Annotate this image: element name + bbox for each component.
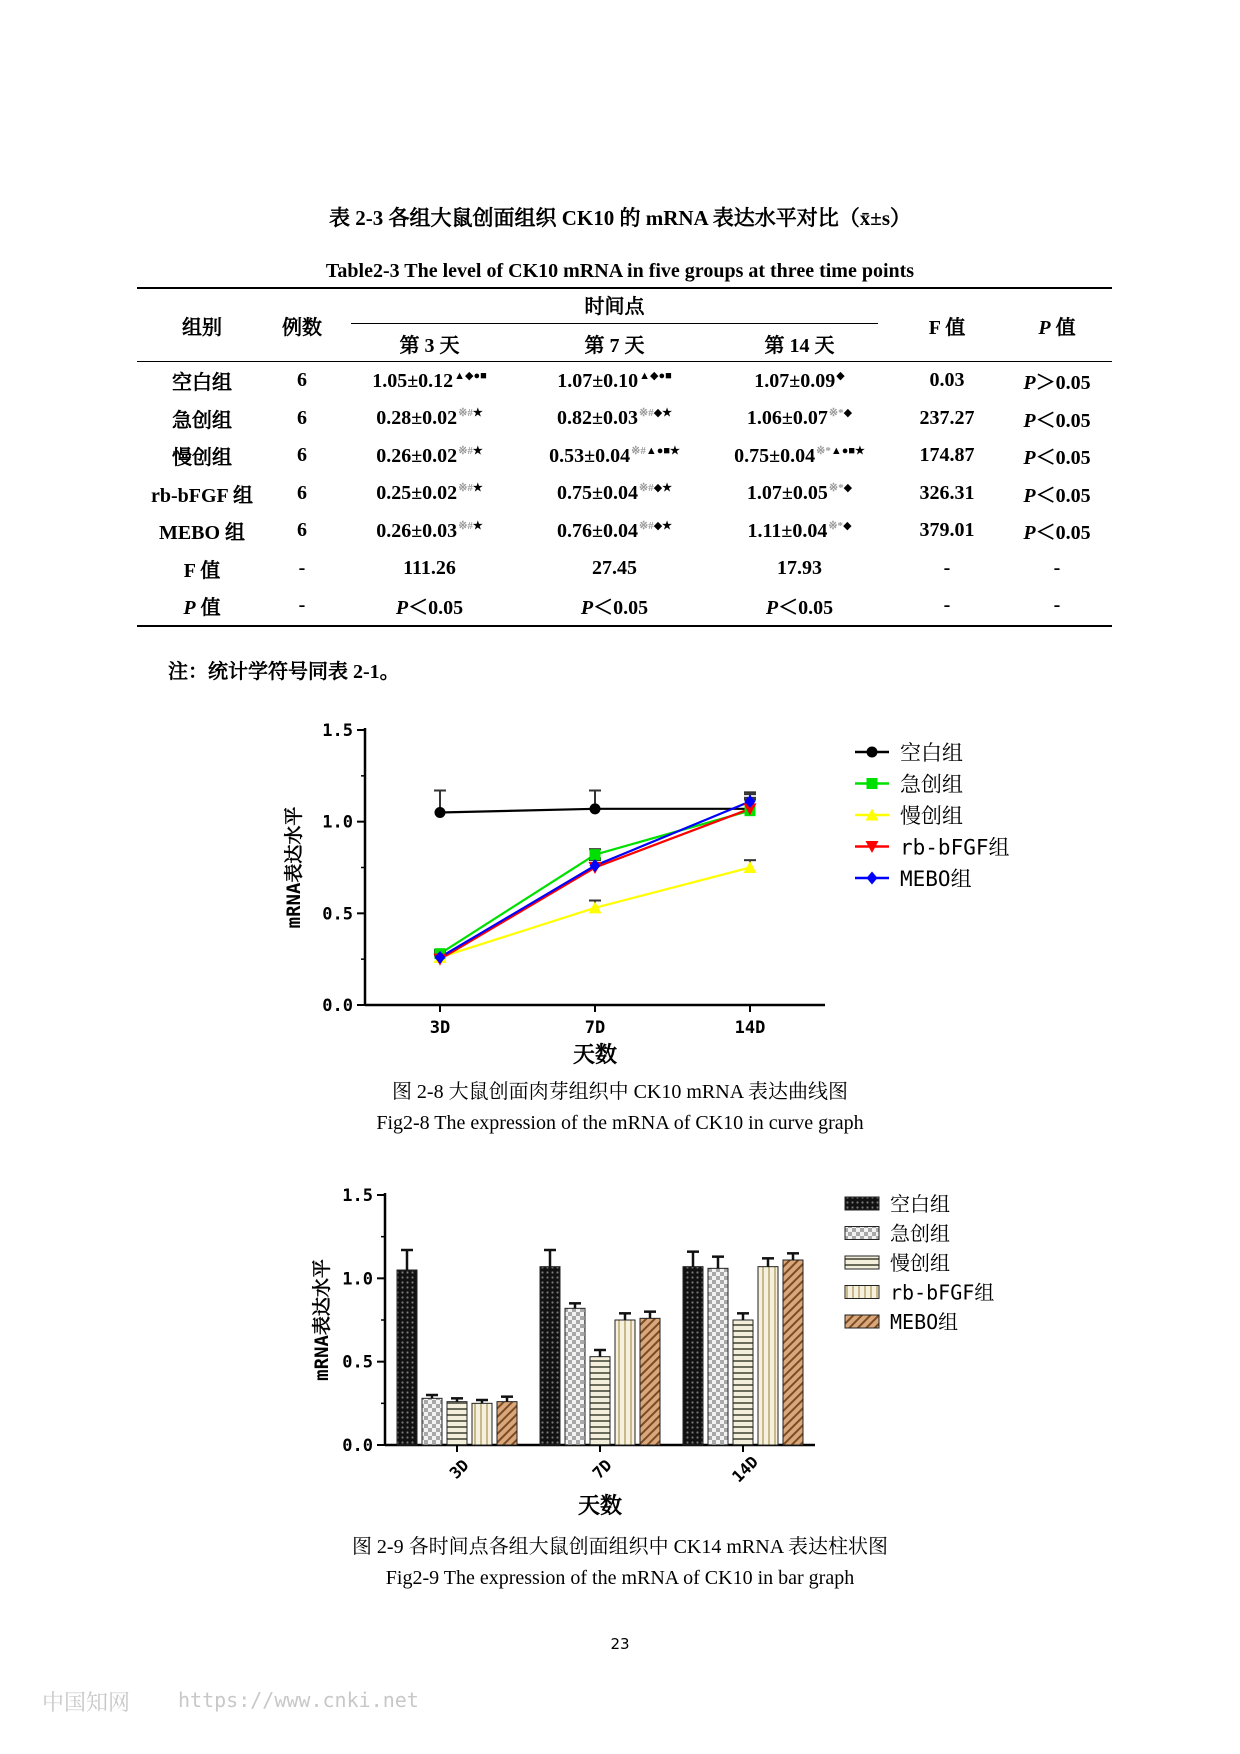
sig-marks [458, 445, 483, 457]
p-italic: P [1023, 484, 1036, 507]
sig-grey: ※# [638, 407, 654, 420]
header-time [337, 288, 892, 325]
legend-swatch [845, 1315, 879, 1328]
sig-marks [829, 482, 852, 494]
bar [422, 1398, 442, 1445]
cell-day3 [337, 437, 522, 475]
data-point [590, 803, 601, 814]
sig-black: ★ [472, 519, 483, 532]
legend-label: rb-bFGF组 [900, 835, 1010, 860]
cell-day3 [337, 400, 522, 438]
cell-n: 6 [297, 481, 307, 504]
legend-label: rb-bFGF组 [890, 1280, 995, 1305]
cell-day3 [337, 475, 522, 513]
sig-marks [458, 520, 483, 532]
bar [733, 1320, 753, 1445]
legend-label: MEBO组 [900, 867, 972, 891]
p-value: ＞0.05 [1035, 372, 1091, 395]
legend-label: 空白组 [890, 1192, 950, 1216]
sig-black: ▲●■★ [645, 444, 680, 457]
value: 0.26±0.02 [376, 444, 458, 467]
y-tick-label: 1.5 [322, 721, 353, 741]
cell-n: 6 [297, 519, 307, 542]
header-p-italic: P [1038, 316, 1051, 339]
table-row [137, 362, 1112, 400]
cell-day3 [337, 587, 522, 626]
sig-grey: ※* [828, 519, 844, 532]
table-row [137, 437, 1112, 475]
p-italic: P [183, 597, 196, 620]
cell-day7: 27.45 [592, 556, 637, 579]
p-value: ＜0.05 [778, 597, 834, 620]
cell-day7 [522, 437, 707, 475]
cell-group: MEBO 组 [158, 522, 246, 545]
sig-marks: ▲◆●■ [639, 369, 672, 382]
cell-group: 慢创组 [172, 447, 232, 470]
sig-grey: ※# [458, 407, 473, 420]
p-italic: P [580, 597, 594, 620]
sig-black: ◆★ [653, 407, 673, 420]
legend-label: MEBO组 [890, 1310, 959, 1334]
bar [708, 1268, 728, 1445]
header-p-rest: 值 [1050, 316, 1076, 339]
sig-black: ▲●■★ [830, 444, 865, 457]
watermark-logo: 中国知网 [42, 1691, 131, 1716]
value: 0.53±0.04 [549, 444, 631, 467]
sig-marks [458, 482, 483, 494]
y-tick-label: 0.5 [342, 1352, 373, 1373]
figure-caption-bar-en: Fig2-9 The expression of the mRNA of CK10 in bar graph [385, 1567, 855, 1589]
cell-p [1002, 362, 1112, 400]
data-point [590, 849, 601, 860]
p-italic: P [765, 597, 779, 620]
cell-day3 [337, 362, 522, 400]
table-note: 注：统计学符号同表 2-1。 [168, 661, 400, 683]
header-group: 组别 [137, 288, 267, 362]
sig-grey: ※# [631, 444, 646, 457]
y-tick-label: 0.0 [322, 996, 353, 1016]
cell-day14 [707, 437, 892, 475]
figure-caption-bar-cn: 图 2-9 各时间点各组大鼠创面组织中 CK14 mRNA 表达柱状图 [351, 1536, 889, 1558]
sig-marks [828, 520, 851, 532]
cell-f: 0.03 [929, 369, 965, 392]
y-tick-label: 0.5 [322, 904, 353, 925]
cell-day7 [522, 400, 707, 438]
sig-grey: ※# [638, 482, 654, 495]
value: 1.07±0.05 [746, 482, 828, 505]
bar [397, 1270, 417, 1445]
cell-f: - [943, 556, 951, 579]
x-axis-label: 天数 [572, 1043, 618, 1068]
cell-day14 [707, 400, 892, 438]
value: 0.75±0.04 [734, 444, 816, 467]
cell-n: - [298, 556, 306, 579]
p-italic: P [1023, 409, 1036, 432]
data-point [435, 807, 446, 818]
series-line [440, 809, 750, 959]
sig-black: ◆★ [653, 519, 673, 532]
value: 0.26±0.03 [376, 519, 458, 542]
p-italic: P [1023, 447, 1036, 470]
figure-caption-line-en: Fig2-8 The expression of the mRNA of CK10 in curve graph [376, 1112, 864, 1134]
cell-p: - [1002, 587, 1112, 626]
cell-day7 [522, 362, 707, 400]
p-value: ＜0.05 [593, 597, 649, 620]
bar [683, 1267, 703, 1445]
cell-group: rb-bFGF 组 [150, 484, 254, 507]
legend-swatch [845, 1286, 879, 1299]
p-label: 值 [195, 597, 221, 620]
data-point [867, 872, 878, 885]
p-value: ＜0.05 [1035, 522, 1091, 545]
bar [640, 1318, 660, 1445]
value: 1.05±0.12 [372, 369, 454, 392]
sig-marks [631, 445, 680, 457]
header-day14: 第 14 天 [707, 325, 892, 362]
cell-n: 6 [297, 444, 307, 467]
value: 1.11±0.04 [747, 519, 828, 542]
data-point [867, 747, 878, 758]
cell-day3 [337, 512, 522, 550]
legend-swatch [845, 1227, 879, 1240]
cell-day14 [707, 475, 892, 513]
sig-grey: ※# [458, 519, 473, 532]
cell-p [1002, 512, 1112, 550]
table-row [137, 475, 1112, 513]
data-table [137, 287, 1112, 627]
table-row-p [137, 587, 1112, 626]
cell-f: 237.27 [919, 406, 975, 429]
legend-label: 急创组 [900, 772, 963, 797]
sig-marks: ▲◆●■ [454, 369, 487, 382]
sig-black: ◆ [843, 482, 853, 495]
value: 1.07±0.09 [754, 369, 836, 392]
sig-black: ◆★ [653, 482, 673, 495]
table-title-en: Table2-3 The level of CK10 mRNA in five groups at three time points [325, 260, 915, 282]
sig-black: ★ [472, 444, 483, 457]
table-row [137, 400, 1112, 438]
data-point [867, 778, 878, 789]
value: 1.06±0.07 [746, 407, 828, 430]
y-tick-label: 1.5 [342, 1186, 373, 1206]
x-tick-label: 3D [429, 1018, 451, 1038]
cell-p [1002, 437, 1112, 475]
y-tick-label: 0.0 [342, 1436, 373, 1456]
sig-marks [639, 520, 672, 532]
cell-group [137, 587, 267, 626]
y-axis-label: mRNA表达水平 [283, 806, 305, 929]
cell-day14 [707, 587, 892, 626]
data-point [744, 861, 757, 873]
cell-day14: 17.93 [777, 556, 822, 579]
sig-marks [639, 407, 672, 419]
cell-n: 6 [297, 369, 307, 392]
value: 1.07±0.10 [557, 369, 639, 392]
legend-swatch [845, 1256, 879, 1269]
sig-grey: ※* [828, 482, 844, 495]
bar [565, 1308, 585, 1445]
value: 0.75±0.04 [556, 482, 638, 505]
cell-group: 空白组 [172, 372, 232, 395]
y-axis-label: mRNA表达水平 [311, 1259, 333, 1381]
cell-day14 [707, 362, 892, 400]
bar [783, 1260, 803, 1445]
cell-f: 326.31 [919, 481, 975, 504]
header-p [1002, 288, 1112, 362]
sig-black: ★ [472, 482, 483, 495]
cell-p: - [1053, 556, 1061, 579]
x-axis-label: 天数 [577, 1494, 623, 1519]
cell-n: - [267, 587, 337, 626]
page-number: 23 [610, 1635, 630, 1653]
bar [590, 1357, 610, 1445]
cell-f: - [892, 587, 1002, 626]
cell-day3: 111.26 [403, 556, 456, 579]
x-tick-label: 7D [588, 1455, 616, 1483]
p-value: ＜0.05 [1035, 409, 1091, 432]
table-row-f [137, 550, 1112, 588]
sig-marks [639, 482, 672, 494]
p-italic: P [1023, 372, 1036, 395]
cell-day14 [707, 512, 892, 550]
cell-p [1002, 400, 1112, 438]
value: 0.76±0.04 [556, 519, 638, 542]
p-value: ＜0.05 [1035, 447, 1091, 470]
sig-marks [816, 445, 865, 457]
x-tick-label: 3D [445, 1455, 473, 1483]
value: 0.28±0.02 [376, 407, 458, 430]
y-tick-label: 1.0 [322, 812, 353, 833]
y-tick-label: 1.0 [342, 1269, 373, 1290]
header-n: 例数 [267, 288, 337, 362]
header-day7: 第 7 天 [522, 325, 707, 362]
x-tick-label: 7D [584, 1018, 606, 1038]
bar [497, 1402, 517, 1445]
bar [615, 1320, 635, 1445]
p-italic: P [395, 597, 409, 620]
header-f: F 值 [892, 288, 1002, 362]
legend-label: 急创组 [890, 1221, 950, 1246]
cell-n: 6 [297, 406, 307, 429]
sig-grey: ※# [458, 444, 473, 457]
watermark-url: https://www.cnki.net [178, 1688, 419, 1712]
cell-day7 [522, 587, 707, 626]
sig-black: ◆ [843, 519, 852, 532]
bar-chart [300, 1180, 1040, 1525]
legend-label: 慢创组 [900, 804, 963, 828]
cell-group: F 值 [183, 559, 221, 582]
sig-grey: ※* [816, 444, 831, 457]
p-value: ＜0.05 [1035, 484, 1091, 507]
cell-p [1002, 475, 1112, 513]
bar [472, 1403, 492, 1445]
table-row [137, 512, 1112, 550]
header-day3: 第 3 天 [337, 325, 522, 362]
sig-marks [458, 407, 483, 419]
sig-marks [829, 407, 852, 419]
cell-day7 [522, 475, 707, 513]
value: 0.82±0.03 [556, 407, 638, 430]
sig-black: ◆ [843, 407, 853, 420]
legend-label: 慢创组 [890, 1251, 950, 1275]
table-title-cn: 表 2-3 各组大鼠创面组织 CK10 的 mRNA 表达水平对比（x̄±s） [328, 206, 912, 230]
sig-black: ★ [472, 407, 483, 420]
cell-day7 [522, 512, 707, 550]
p-value: ＜0.05 [408, 597, 464, 620]
header-time-label: 时间点 [351, 290, 878, 324]
sig-grey: ※# [458, 482, 473, 495]
x-tick-label: 14D [734, 1018, 766, 1038]
cell-f: 379.01 [919, 519, 975, 542]
sig-grey: ※# [638, 519, 654, 532]
value: 0.25±0.02 [376, 482, 458, 505]
x-tick-label: 14D [728, 1452, 763, 1487]
bar [447, 1402, 467, 1445]
bar [540, 1267, 560, 1445]
sig-grey: ※* [828, 407, 844, 420]
sig-marks: ◆ [836, 369, 845, 382]
cell-f: 174.87 [919, 444, 975, 467]
cell-group: 急创组 [172, 409, 232, 432]
line-chart [270, 715, 1040, 1075]
legend-label: 空白组 [900, 741, 963, 765]
bar [758, 1267, 778, 1445]
figure-caption-line-cn: 图 2-8 大鼠创面肉芽组织中 CK10 mRNA 表达曲线图 [391, 1081, 849, 1103]
legend-swatch [845, 1197, 879, 1210]
p-italic: P [1023, 522, 1036, 545]
